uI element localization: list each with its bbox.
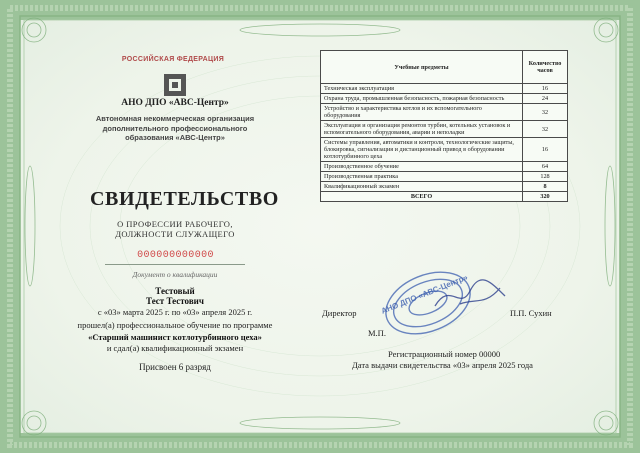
table-header-row	[321, 51, 568, 84]
hours-cell: 128	[523, 172, 568, 182]
signature-icon	[430, 276, 510, 316]
training-statement: прошел(а) профессиональное обучение по программе	[77, 320, 273, 330]
country-label: РОССИЙСКАЯ ФЕДЕРАЦИЯ	[121, 56, 225, 63]
certificate-subtitle: О ПРОФЕССИИ РАБОЧЕГО, ДОЛЖНОСТИ СЛУЖАЩЕГО	[115, 219, 235, 239]
issue-date: Дата выдачи свидетельства «03» апреля 2025 года	[352, 360, 533, 370]
subject-cell: Устройство и характеристика котлов и их вспомогательного оборудования	[321, 104, 523, 121]
table-row	[321, 84, 568, 94]
total-hours: 320	[523, 192, 568, 202]
subject-cell: Производственная практика	[321, 172, 523, 182]
subject-cell: Охрана труда, промышленная безопасность, пожарная безопасность	[321, 94, 523, 104]
certificate-number: 000000000000	[137, 250, 214, 261]
col-hours-header: Количество часов	[523, 51, 568, 84]
table-row	[321, 104, 568, 121]
number-underline	[105, 264, 245, 265]
registration-number: Регистрационный номер 00000	[388, 349, 501, 359]
stamp-text: АНО ДПО «АВС-Центр»	[379, 272, 470, 316]
table-row	[321, 182, 568, 192]
holder-surname: Тестовый	[155, 286, 195, 296]
hours-cell: 24	[523, 94, 568, 104]
subject-cell: Эксплуатация и организация ремонтов турбин, котельных установок и вспомогательного оборудования, аварии и неполадки	[321, 121, 523, 138]
director-name: П.П. Сухин	[510, 308, 552, 318]
subject-cell: Производственное обучение	[321, 162, 523, 172]
subjects-table-wrapper	[320, 50, 568, 202]
stamp-place-label: М.П.	[368, 328, 386, 338]
hours-cell: 16	[523, 84, 568, 94]
hours-cell: 8	[523, 182, 568, 192]
org-logo-icon	[162, 72, 188, 98]
subjects-table	[320, 50, 568, 202]
table-row	[321, 94, 568, 104]
subject-cell: Техническая эксплуатация	[321, 84, 523, 94]
document-caption: Документ о квалификации	[132, 270, 218, 279]
org-short-name: АНО ДПО «АВС-Центр»	[121, 98, 229, 108]
total-label: ВСЕГО	[321, 192, 523, 202]
hours-cell: 32	[523, 121, 568, 138]
subject-cell: Системы управления, автоматики и контроля, технологические защиты, блокировка, сигнализация и дистанционный привод в оборудовании котлотурбинного цеха	[321, 138, 523, 162]
hours-cell: 16	[523, 138, 568, 162]
exam-statement: и сдал(а) квалификационный экзамен	[106, 343, 244, 353]
certificate-title: СВИДЕТЕЛЬСТВО	[90, 188, 279, 210]
table-row	[321, 162, 568, 172]
org-full-name: Автономная некоммерческая организация дополнительного профессионального образования «АВС-Центр»	[95, 114, 255, 142]
subjects-table-body	[321, 84, 568, 202]
hours-cell: 32	[523, 104, 568, 121]
table-total-row	[321, 192, 568, 202]
table-row	[321, 172, 568, 182]
table-row	[321, 121, 568, 138]
subject-cell: Квалификационный экзамен	[321, 182, 523, 192]
table-row	[321, 138, 568, 162]
assigned-rank: Присвоен 6 разряд	[139, 362, 211, 372]
col-subject-header: Учебные предметы	[321, 51, 523, 84]
hours-cell: 64	[523, 162, 568, 172]
training-period: с «03» марта 2025 г. по «03» апреля 2025 г.	[97, 307, 253, 317]
program-name: «Старший машинист котлотурбинного цеха»	[88, 332, 262, 342]
holder-name: Тест Тестович	[146, 296, 204, 306]
director-label: Директор	[322, 308, 357, 318]
